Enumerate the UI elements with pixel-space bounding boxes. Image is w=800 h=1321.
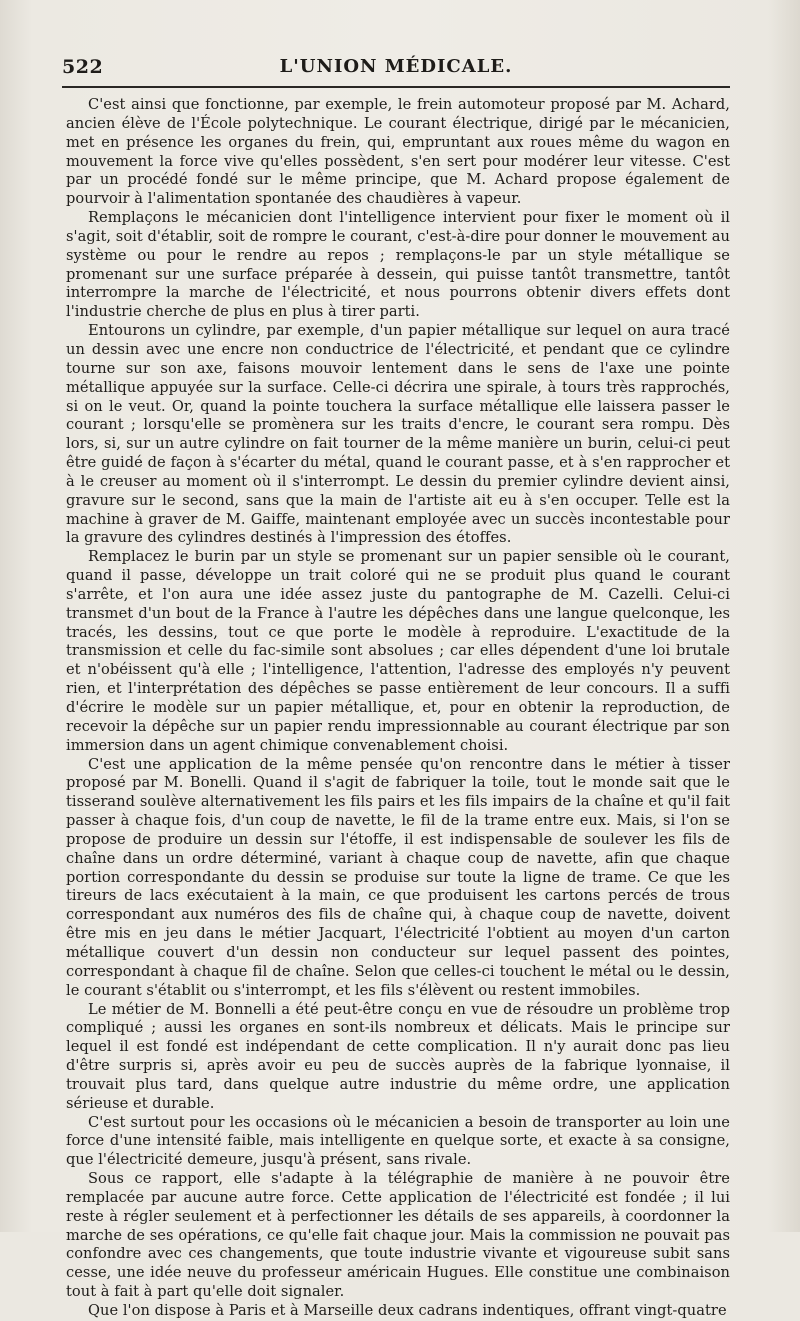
paragraph-frein-automoteur: C'est ainsi que fonctionne, par exemple, le frein automoteur proposé par M. Achard, ancien élève de l'École polytechnique. Le courant électrique, dirigé par le mécanicien, met en présence les organes du frein, qui, empruntant aux roues même du wagon en mouvement la force vive qu'elles possèdent, s'en sert pour modérer leur vitesse. C'est par un procédé fondé sur le même principe, que M. Achard propose également de pourvoir à l'alimentation spontanée des chaudières à vapeur. — [66, 96, 730, 208]
page-header — [62, 52, 730, 82]
running-title: L'UNION MÉDICALE. — [279, 56, 513, 77]
paragraph-style-metallique: Remplaçons le mécanicien dont l'intelligence intervient pour fixer le moment où il s'agit, soit d'établir, soit de rompre le courant, c'est-à-dire pour donner le mouvement au système ou pour le rendre au repos ; remplaçons-le par un style métallique se promenant sur une surface préparée à dessein, qui puisse tantôt transmettre, tantôt interrompre la marche de l'électricité, et nous pourrons obtenir divers effets dont l'industrie cherche de plus en plus à tirer parti. — [66, 209, 730, 321]
paragraph-telegraphie: Sous ce rapport, elle s'adapte à la télégraphie de manière à ne pouvoir être remplacée par aucune autre force. Cette application de l'électricité est fondée ; il lui reste à régler seulement et à perfectionner les détails de ses appareils, à coordonner la marche de ses opérations, ce qu'elle fait chaque jour. Mais la commission ne pouvait pas confondre avec ces changements, que toute industrie vivante et vigoureuse subit sans cesse, une idée neuve du professeur américain Hugues. Elle constitue une combinaison tout à fait à part qu'elle doit signaler. — [66, 1170, 730, 1301]
paragraph-metier-a-tisser: C'est une application de la même pensée qu'on rencontre dans le métier à tisser proposé par M. Bonelli. Quand il s'agit de fabriquer la toile, tout le monde sait que le tisserand soulève alternativement les fils pairs et les fils impairs de la chaîne et qu'il fait passer à chaque fois, d'un coup de navette, le fil de la trame entre eux. Mais, si l'on se propose de produire un dessin sur l'étoffe, il est indispensable de soulever les fils de chaîne dans un ordre déterminé, variant à chaque coup de navette, afin que chaque portion correspondante du dessin se produise sur toute la ligne de trame. Ce que les tireurs de lacs exécutaient à la main, ce que produisent les cartons percés de trous correspondant aux numéros des fils de chaîne qui, à chaque coup de navette, doivent être mis en jeu dans le métier Jacquart, l'électricité l'obtient au moyen d'un carton métallique couvert d'un dessin non conducteur sur lequel passent des pointes, correspondant à chaque fil de chaîne. Selon que celles-ci touchent le métal ou le dessin, le courant s'établit ou s'interrompt, et les fils s'élèvent ou restent immobiles. — [66, 755, 730, 999]
paragraph-cadrans: Que l'on dispose à Paris et à Marseille deux cadrans indentiques, offrant vingt-quatre — [88, 1302, 727, 1319]
header-rule — [62, 86, 730, 88]
paragraph-metier-bonnelli: Le métier de M. Bonnelli a été peut-être conçu en vue de résoudre un problème trop compliqué ; aussi les organes en sont-ils nombreux et délicats. Mais le principe sur lequel il est fondé est indépendant de cette complication. Il n'y aurait donc pas lieu d'être surpris si, après avoir eu peu de succès auprès de la fabrique lyonnaise, il trouvait plus tard, dans quelque autre industrie du même ordre, une application sérieuse et durable. — [66, 1000, 730, 1112]
paragraph-force-intelligente: C'est surtout pour les occasions où le mécanicien a besoin de transporter au loin une force d'une intensité faible, mais intelligente en quelque sorte, et exacte à sa consigne, que l'électricité demeure, jusqu'à présent, sans rivale. — [66, 1113, 730, 1169]
paragraph-machine-a-graver: Entourons un cylindre, par exemple, d'un papier métallique sur lequel on aura tracé un dessin avec une encre non conductrice de l'électricité, et pendant que ce cylindre tourne sur son axe, faisons mouvoir lentement dans le sens de l'axe une pointe métallique appuyée sur la surface. Celle-ci décrira une spirale, à tours très rapprochés, si on le veut. Or, quand la pointe touchera la surface métallique elle laissera passer le courant ; lorsqu'elle se promènera sur les traits d'encre, le courant sera rompu. Dès lors, si, sur un autre cylindre on fait tourner de la même manière un burin, celui-ci peut être guidé de façon à s'écarter du métal, quand le courant passe, et à s'en rapprocher et à le creuser au moment où il s'interrompt. Le dessin du premier cylindre devient ainsi, gravure sur le second, sans que la main de l'artiste ait eu à s'en occuper. Telle est la machine à graver de M. Gaiffe, maintenant employée avec un succès incontestable pour la gravure des cylindres destinés à l'impression des étoffes. — [66, 322, 730, 547]
page-number: 522 — [62, 56, 104, 78]
paragraph-pantographe: Remplacez le burin par un style se promenant sur un papier sensible où le courant, quand il passe, développe un trait coloré qui ne se produit plus quand le courant s'arrête, et l'on aura une idée assez juste du pantographe de M. Cazelli. Celui-ci transmet d'un bout de la France à l'autre les dépêches dans une langue quelconque, les tracés, les dessins, tout ce que porte le modèle à reproduire. L'exactitude de la transmission et celle du fac-simile sont absolues ; car elles dépendent d'une loi brutale et n'obéissent qu'à elle ; l'intelligence, l'attention, l'adresse des employés n'y peuvent rien, et l'interprétation des dépêches se passe entièrement de leur concours. Il a suffi d'écrire le modèle sur un papier métallique, et, pour en obtenir la reproduction, de recevoir la dépêche sur un papier rendu impressionnable au courant électrique par son immersion dans un agent chimique convenablement choisi. — [66, 548, 730, 754]
article-body — [66, 96, 730, 1321]
